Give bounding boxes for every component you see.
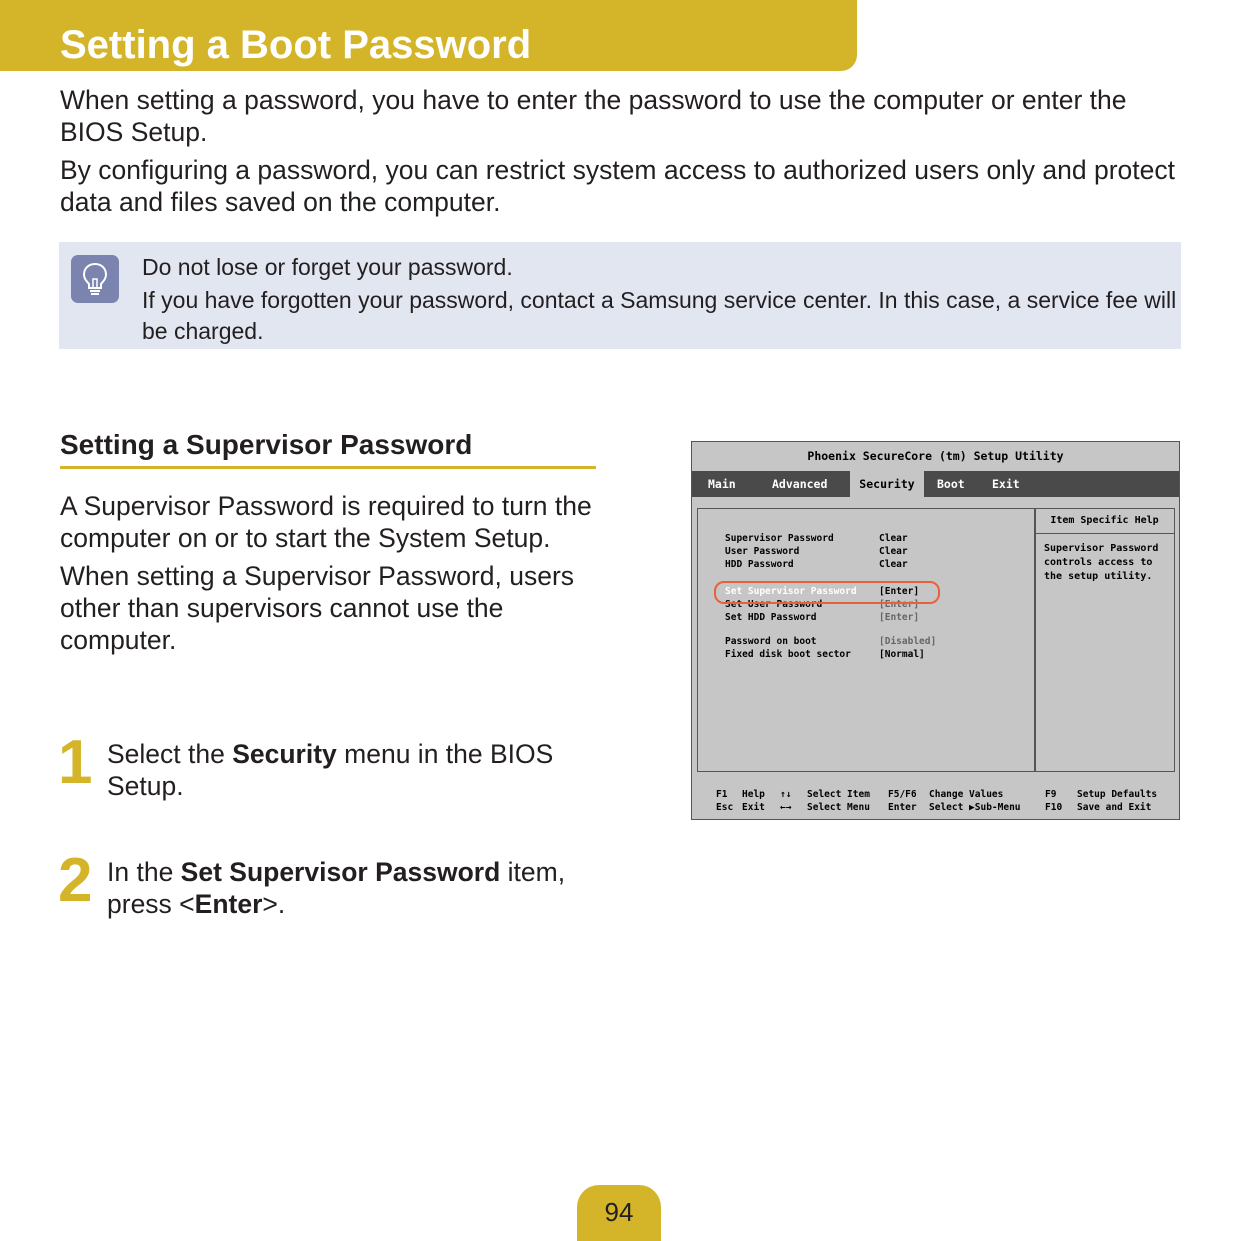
tip-text [142,252,1177,349]
bios-settings-panel [697,508,1036,772]
page-number: 94 [604,1197,634,1227]
header-bar [0,0,857,71]
bios-key-action: Exit [742,802,765,813]
bios-key-action: Select ▶Sub-Menu [929,802,1021,813]
bios-key-action: Change Values [929,789,1004,800]
bios-row-value[interactable]: [Enter] [879,586,920,597]
tip-box [59,242,1181,349]
bios-row-set-supervisor-password[interactable]: Set Supervisor Password [725,586,857,597]
bios-key: ↑↓ [780,789,792,800]
bios-help-text: Supervisor Password controls access to the setup utility. [1044,543,1159,582]
bios-row-label[interactable]: Password on boot [725,636,817,647]
step-2-post: item, press < [107,857,566,919]
highlight-ring [714,581,940,604]
bios-key: Esc [716,802,734,813]
bios-key-action: Select Menu [807,802,870,813]
bios-key: Enter [888,802,917,813]
bios-row-label[interactable]: Set User Password [725,599,823,610]
bios-row-label[interactable]: Set HDD Password [725,612,817,623]
bios-row-label: User Password [725,546,800,557]
step-2-bold-key: Enter [194,889,263,919]
bios-row-label: Supervisor Password [725,533,834,544]
bios-menu-bar [692,471,1179,497]
bios-row-label: HDD Password [725,559,794,570]
section-body [60,490,605,662]
section-divider [60,466,596,469]
bios-tab-exit[interactable]: Exit [992,477,1020,491]
bios-key: F9 [1045,789,1057,800]
bios-row-value: Clear [879,559,908,570]
bios-key-action: Setup Defaults [1077,789,1158,800]
bios-key-action: Select Item [807,789,870,800]
section-paragraph-1: A Supervisor Password is required to turn the computer on or to start the System Setup. [60,491,592,553]
bios-key-action: Save and Exit [1077,802,1152,813]
step-2-number: 2 [58,846,93,915]
bios-tab-advanced[interactable]: Advanced [772,477,828,491]
step-1-pre: Select the [107,739,233,769]
bios-row-value: [Enter] [879,612,920,623]
bios-key: F1 [716,789,728,800]
bios-row-value: [Normal] [879,649,925,660]
bios-title: Phoenix SecureCore (tm) Setup Utility [807,449,1064,463]
page-number-badge [577,1185,661,1241]
step-2-bold: Set Supervisor Password [180,857,501,887]
tip-line-2: If you have forgotten your password, contact a Samsung service center. In this case, a service fee will be charged. [142,287,1177,344]
step-1-number: 1 [58,728,93,797]
bios-help-title: Item Specific Help [1035,509,1174,534]
bios-row-label[interactable]: Fixed disk boot sector [725,649,851,660]
bios-tab-main[interactable]: Main [708,477,736,491]
intro-paragraph-1: When setting a password, you have to enter the password to use the computer or enter the BIOS Setup. [60,85,1127,147]
section-title: Setting a Supervisor Password [60,429,473,460]
step-1-bold: Security [232,739,337,769]
bios-key: F10 [1045,802,1063,813]
bios-key-action: Help [742,789,765,800]
bios-row-value: [Disabled] [879,636,937,647]
bios-key: F5/F6 [888,789,917,800]
step-1-post: menu in the BIOS Setup. [107,739,554,801]
step-2-text [107,856,607,920]
bios-row-value: [Enter] [879,599,920,610]
bios-row-value: Clear [879,533,908,544]
intro-text [60,84,1190,224]
intro-paragraph-2: By configuring a password, you can restrict system access to authorized users only and protect data and files saved on the computer. [60,155,1176,217]
bios-footer [692,785,1179,819]
bios-key: ←→ [780,802,792,813]
lightbulb-icon [71,255,119,303]
bios-help-panel [1034,508,1175,772]
page-title: Setting a Boot Password [60,23,532,67]
bios-tab-boot[interactable]: Boot [937,477,965,491]
bios-tab-security[interactable]: Security [850,471,924,497]
tip-line-1: Do not lose or forget your password. [142,254,513,280]
bios-row-value: Clear [879,546,908,557]
step-2-pre: In the [107,857,181,887]
section-paragraph-2: When setting a Supervisor Password, users other than supervisors cannot use the computer. [60,561,575,655]
step-1-text [107,738,607,802]
step-2-post-2: >. [262,889,286,919]
bios-screenshot [691,441,1180,820]
